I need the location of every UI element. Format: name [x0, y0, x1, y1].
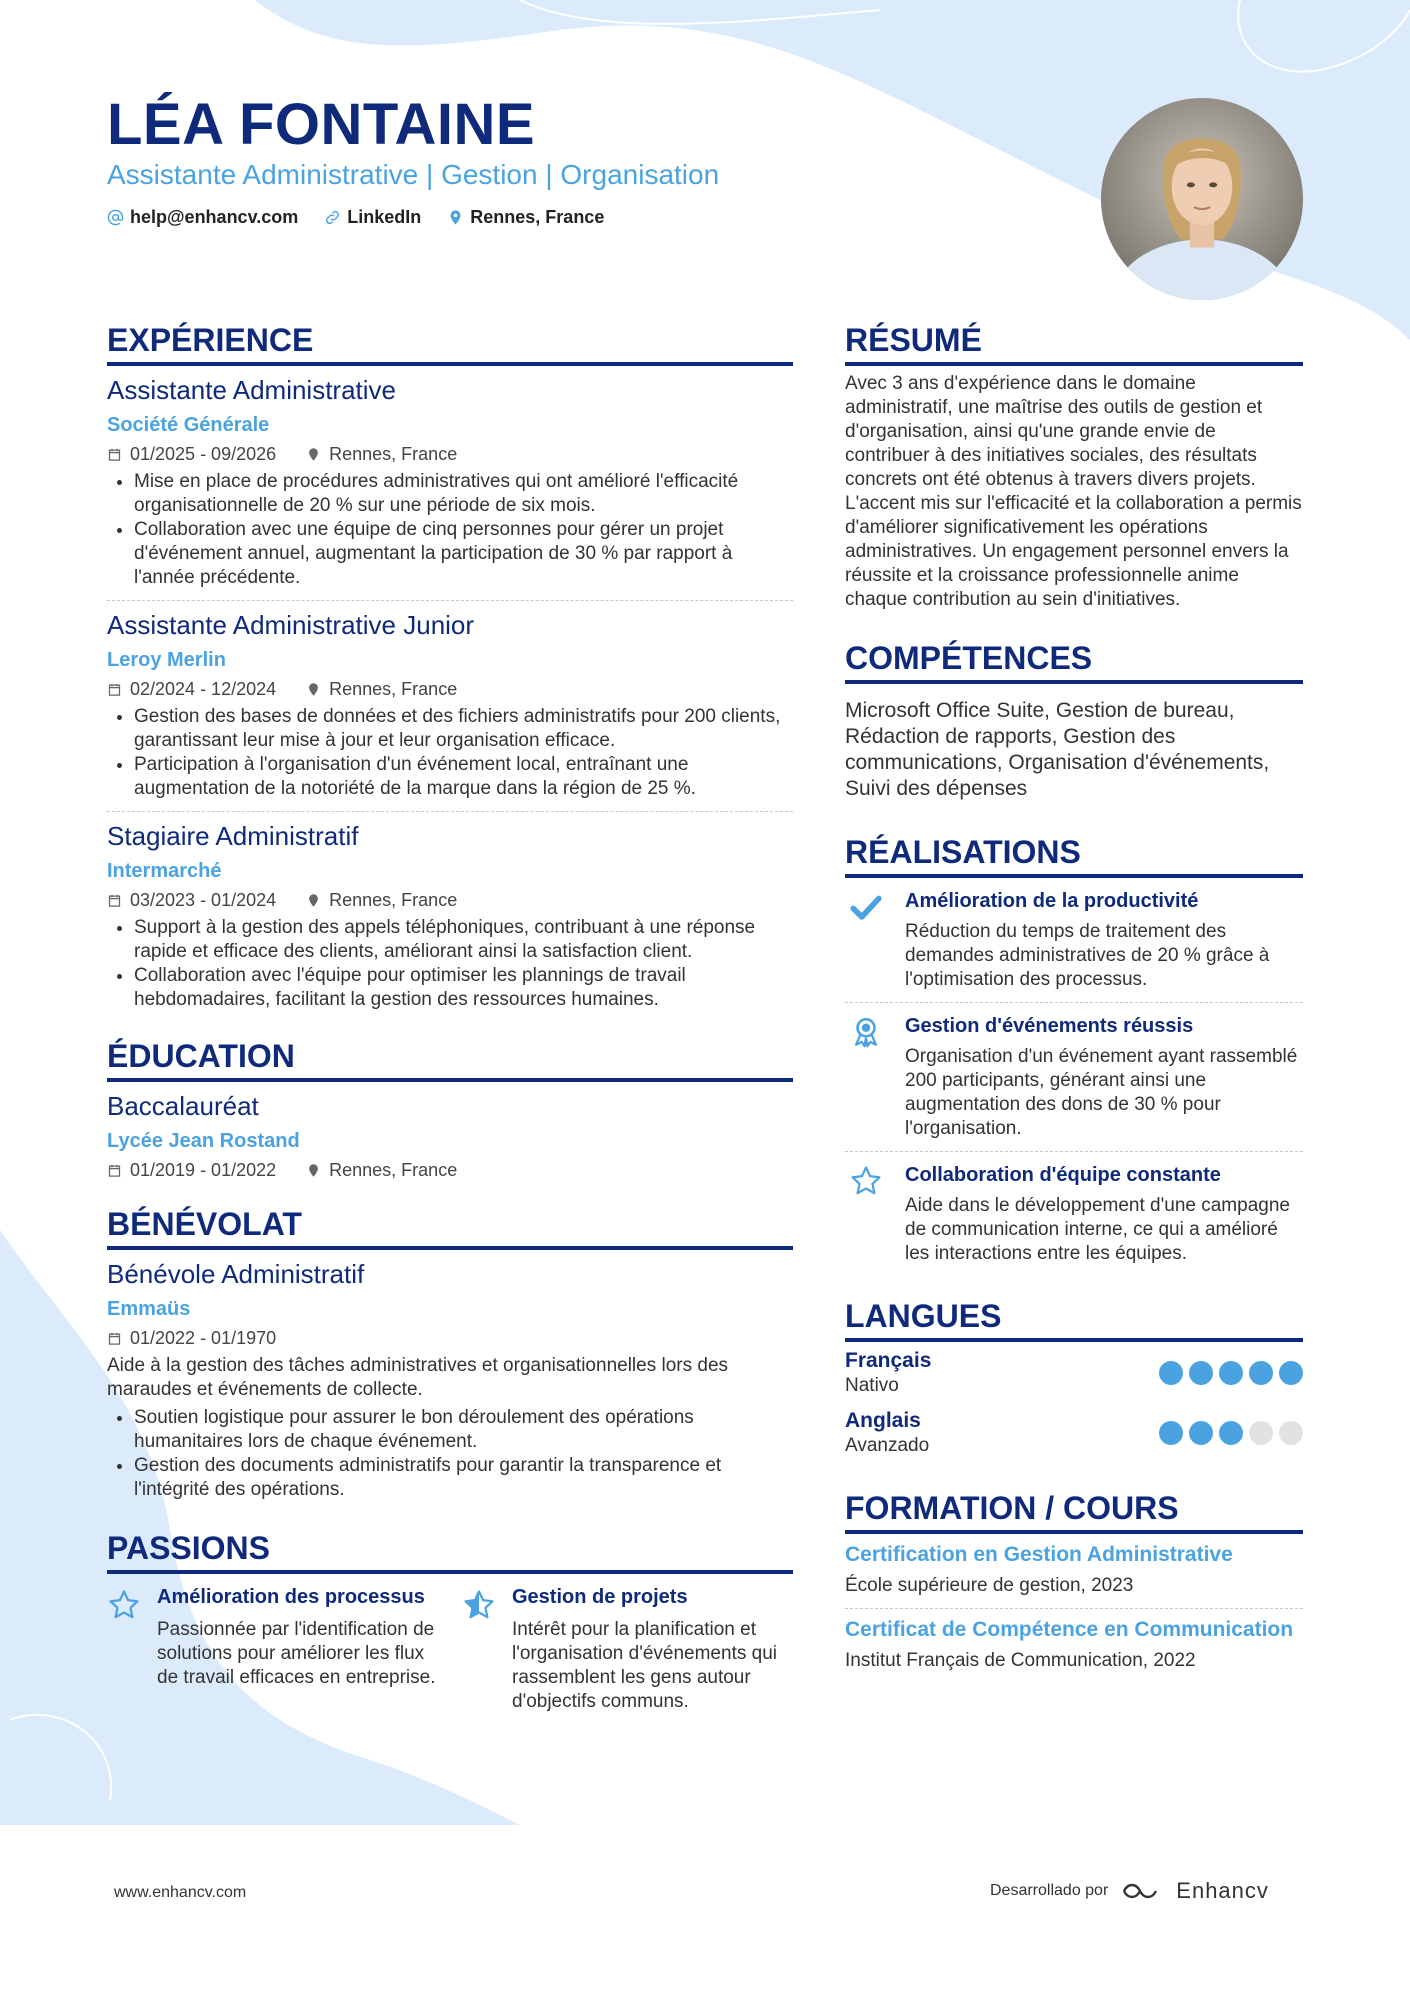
- volunteer-org: Emmaüs: [107, 1298, 191, 1320]
- location-text: Rennes, France: [470, 207, 605, 227]
- volunteer-entry: [107, 1250, 793, 1512]
- at-icon: [107, 209, 124, 226]
- contact-linkedin[interactable]: [324, 207, 421, 228]
- education-entry: [107, 1082, 793, 1192]
- course-institution: Institut Français de Communication, 2022: [845, 1650, 1196, 1671]
- language-rating: [1159, 1421, 1303, 1445]
- language-rating: [1159, 1361, 1303, 1385]
- volunteer-bullets: [107, 1406, 793, 1502]
- job-meta: [107, 677, 793, 701]
- job-location: Rennes, France: [329, 679, 458, 699]
- job-dates: 01/2025 - 09/2026: [130, 444, 277, 464]
- rating-dot-filled: [1249, 1361, 1273, 1385]
- bullet-item: • Gestion des bases de données et des fichiers administratifs pour 200 clients, garantissant leur mise à jour et leur organisation efficace.: [134, 705, 793, 753]
- location-pin-icon: [306, 893, 321, 908]
- rating-dot-filled: [1219, 1421, 1243, 1445]
- summary-text: Avec 3 ans d'expérience dans le domaine administratif, une maîtrise des outils de gestion et d'organisation, ainsi qu'une grande envie de contribuer à des initiatives sociales, des résultats concrets ont été obtenus à travers divers projets. L'accent mis sur l'efficacité et la collaboration a permis d'améliorer significativement les opérations administratives. Un engagement personnel envers la réussite et la croissance professionnelle anime chaque contribution au sein d'initiatives.: [845, 373, 1302, 610]
- checkmark-icon: [849, 890, 883, 924]
- rating-dot-filled: [1189, 1421, 1213, 1445]
- calendar-icon: [107, 893, 122, 908]
- job-title: Assistante Administrative: [107, 375, 397, 405]
- contact-email[interactable]: [107, 207, 298, 228]
- linkedin-text: LinkedIn: [347, 207, 422, 227]
- bullet-item: • Collaboration avec une équipe de cinq personnes pour gérer un projet d'événement annuel, augmentant la participation de 30 % par rapport à l'année précédente.: [134, 518, 793, 590]
- bullet-item: • Mise en place de procédures administratives qui ont amélioré l'efficacité organisationnelle de 20 % sur une période de six mois.: [134, 470, 793, 518]
- job-title: Assistante Administrative Junior: [107, 610, 475, 640]
- company-name: Leroy Merlin: [107, 649, 226, 671]
- courses-section-title: FORMATION / COURS: [845, 1488, 1303, 1534]
- language-item: [845, 1342, 1303, 1402]
- passions-list: [107, 1584, 793, 1714]
- education-location: Rennes, France: [329, 1160, 458, 1180]
- achievement-title: Amélioration de la productivité: [905, 890, 1199, 912]
- job-title: Stagiaire Administratif: [107, 821, 359, 851]
- language-level: Nativo: [845, 1375, 899, 1396]
- school-name: Lycée Jean Rostand: [107, 1130, 300, 1152]
- experience-entry: [107, 812, 793, 1022]
- achievement-title: Gestion d'événements réussis: [905, 1015, 1194, 1037]
- bullet-item: • Soutien logistique pour assurer le bon déroulement des opérations humanitaires lors de chaque événement.: [134, 1406, 793, 1454]
- company-name: Intermarché: [107, 860, 222, 882]
- course-institution: École supérieure de gestion, 2023: [845, 1575, 1134, 1596]
- right-column: [845, 320, 1303, 1683]
- profile-photo: [1101, 98, 1303, 300]
- experience-entry: [107, 601, 793, 812]
- email-text: help@enhancv.com: [130, 207, 299, 227]
- contact-location: [447, 207, 604, 228]
- rating-dot-filled: [1279, 1361, 1303, 1385]
- experience-entry: [107, 366, 793, 601]
- footer-website[interactable]: www.enhancv.com: [114, 1884, 247, 1901]
- course-title: Certificat de Compétence en Communication: [845, 1618, 1294, 1641]
- candidate-headline: Assistante Administrative | Gestion | Organisation: [107, 159, 720, 190]
- calendar-icon: [107, 447, 122, 462]
- achievement-description: Réduction du temps de traitement des demandes administratives de 20 % grâce à l'optimisation des processus.: [905, 921, 1270, 990]
- bullet-item: • Support à la gestion des appels téléphoniques, contribuant à une réponse rapide et efficace des clients, améliorant ainsi la satisfaction client.: [134, 916, 793, 964]
- left-column: [107, 320, 793, 1714]
- job-location: Rennes, France: [329, 890, 458, 910]
- course-item: [845, 1609, 1303, 1683]
- location-pin-icon: [447, 209, 464, 226]
- course-item: [845, 1534, 1303, 1609]
- summary-section-title: RÉSUMÉ: [845, 320, 1303, 366]
- star-outline-icon: [107, 1588, 141, 1622]
- language-item: [845, 1402, 1303, 1462]
- achievement-item: [845, 1003, 1303, 1152]
- passion-title: Amélioration des processus: [157, 1586, 425, 1608]
- passions-section-title: PASSIONS: [107, 1528, 793, 1574]
- volunteer-role: Bénévole Administratif: [107, 1259, 365, 1289]
- rating-dot-filled: [1159, 1421, 1183, 1445]
- company-name: Société Générale: [107, 414, 270, 436]
- enhancv-logo-icon: [1120, 1879, 1164, 1903]
- passion-description: Passionnée par l'identification de solutions pour améliorer les flux de travail efficaces en entreprise.: [157, 1619, 436, 1688]
- achievement-item: [845, 878, 1303, 1003]
- star-outline-icon: [849, 1164, 883, 1198]
- skills-section-title: COMPÉTENCES: [845, 638, 1303, 684]
- achievement-description: Aide dans le développement d'une campagne de communication interne, ce qui a amélioré les interactions entre les équipes.: [905, 1195, 1290, 1264]
- powered-by-text: Desarrollado por: [990, 1882, 1109, 1899]
- volunteer-section-title: BÉNÉVOLAT: [107, 1204, 793, 1250]
- link-icon: [324, 209, 341, 226]
- skills-text: Microsoft Office Suite, Gestion de bureau, Rédaction de rapports, Gestion des communications, Organisation d'événements, Suivi des dépenses: [845, 699, 1270, 800]
- star-half-icon: [462, 1588, 496, 1622]
- job-dates: 03/2023 - 01/2024: [130, 890, 277, 910]
- degree-title: Baccalauréat: [107, 1091, 259, 1121]
- calendar-icon: [107, 1331, 122, 1346]
- passion-item: [107, 1584, 438, 1714]
- language-name: Anglais: [845, 1409, 921, 1432]
- location-pin-icon: [306, 1163, 321, 1178]
- calendar-icon: [107, 1163, 122, 1178]
- passion-item: [462, 1584, 793, 1714]
- candidate-name: LÉA FONTAINE: [107, 92, 536, 157]
- achievement-title: Collaboration d'équipe constante: [905, 1164, 1221, 1186]
- bullet-item: • Gestion des documents administratifs pour garantir la transparence et l'intégrité des opérations.: [134, 1454, 793, 1502]
- job-meta: [107, 888, 793, 912]
- location-pin-icon: [306, 447, 321, 462]
- job-bullets: [107, 916, 793, 1012]
- education-section-title: ÉDUCATION: [107, 1036, 793, 1082]
- achievement-description: Organisation d'un événement ayant rassemblé 200 participants, générant ainsi une augmentation des dons de 30 % pour l'organisation.: [905, 1046, 1298, 1139]
- languages-section-title: LANGUES: [845, 1296, 1303, 1342]
- job-bullets: [107, 705, 793, 801]
- rating-dot-filled: [1159, 1361, 1183, 1385]
- volunteer-dates: 01/2022 - 01/1970: [130, 1328, 277, 1348]
- bullet-item: • Participation à l'organisation d'un événement local, entraînant une augmentation de la notoriété de la marque dans la région de 25 %.: [134, 753, 793, 801]
- location-pin-icon: [306, 682, 321, 697]
- language-name: Français: [845, 1349, 932, 1372]
- passion-title: Gestion de projets: [512, 1586, 688, 1608]
- course-title: Certification en Gestion Administrative: [845, 1543, 1233, 1566]
- rating-dot-empty: [1249, 1421, 1273, 1445]
- volunteer-description: Aide à la gestion des tâches administratives et organisationnelles lors des maraudes et événements de collecte.: [107, 1355, 729, 1400]
- rating-dot-filled: [1189, 1361, 1213, 1385]
- rating-dot-empty: [1279, 1421, 1303, 1445]
- job-bullets: [107, 470, 793, 590]
- rating-dot-filled: [1219, 1361, 1243, 1385]
- job-dates: 02/2024 - 12/2024: [130, 679, 277, 699]
- contact-bar: [107, 207, 604, 228]
- passion-description: Intérêt pour la planification et l'organisation d'événements qui rassemblent les gens autour d'objectifs communs.: [512, 1619, 777, 1712]
- bullet-item: • Collaboration avec l'équipe pour optimiser les plannings de travail hebdomadaires, facilitant la gestion des ressources humaines.: [134, 964, 793, 1012]
- education-meta: [107, 1158, 793, 1182]
- brand-name: Enhancv: [1176, 1878, 1269, 1903]
- job-location: Rennes, France: [329, 444, 458, 464]
- achievements-section-title: RÉALISATIONS: [845, 832, 1303, 878]
- achievement-item: [845, 1152, 1303, 1276]
- job-meta: [107, 442, 793, 466]
- language-level: Avanzado: [845, 1435, 930, 1456]
- calendar-icon: [107, 682, 122, 697]
- award-ribbon-icon: [849, 1015, 883, 1049]
- footer-branding: [990, 1878, 1269, 1904]
- education-dates: 01/2019 - 01/2022: [130, 1160, 277, 1180]
- volunteer-meta: [107, 1326, 793, 1350]
- experience-section-title: EXPÉRIENCE: [107, 320, 793, 366]
